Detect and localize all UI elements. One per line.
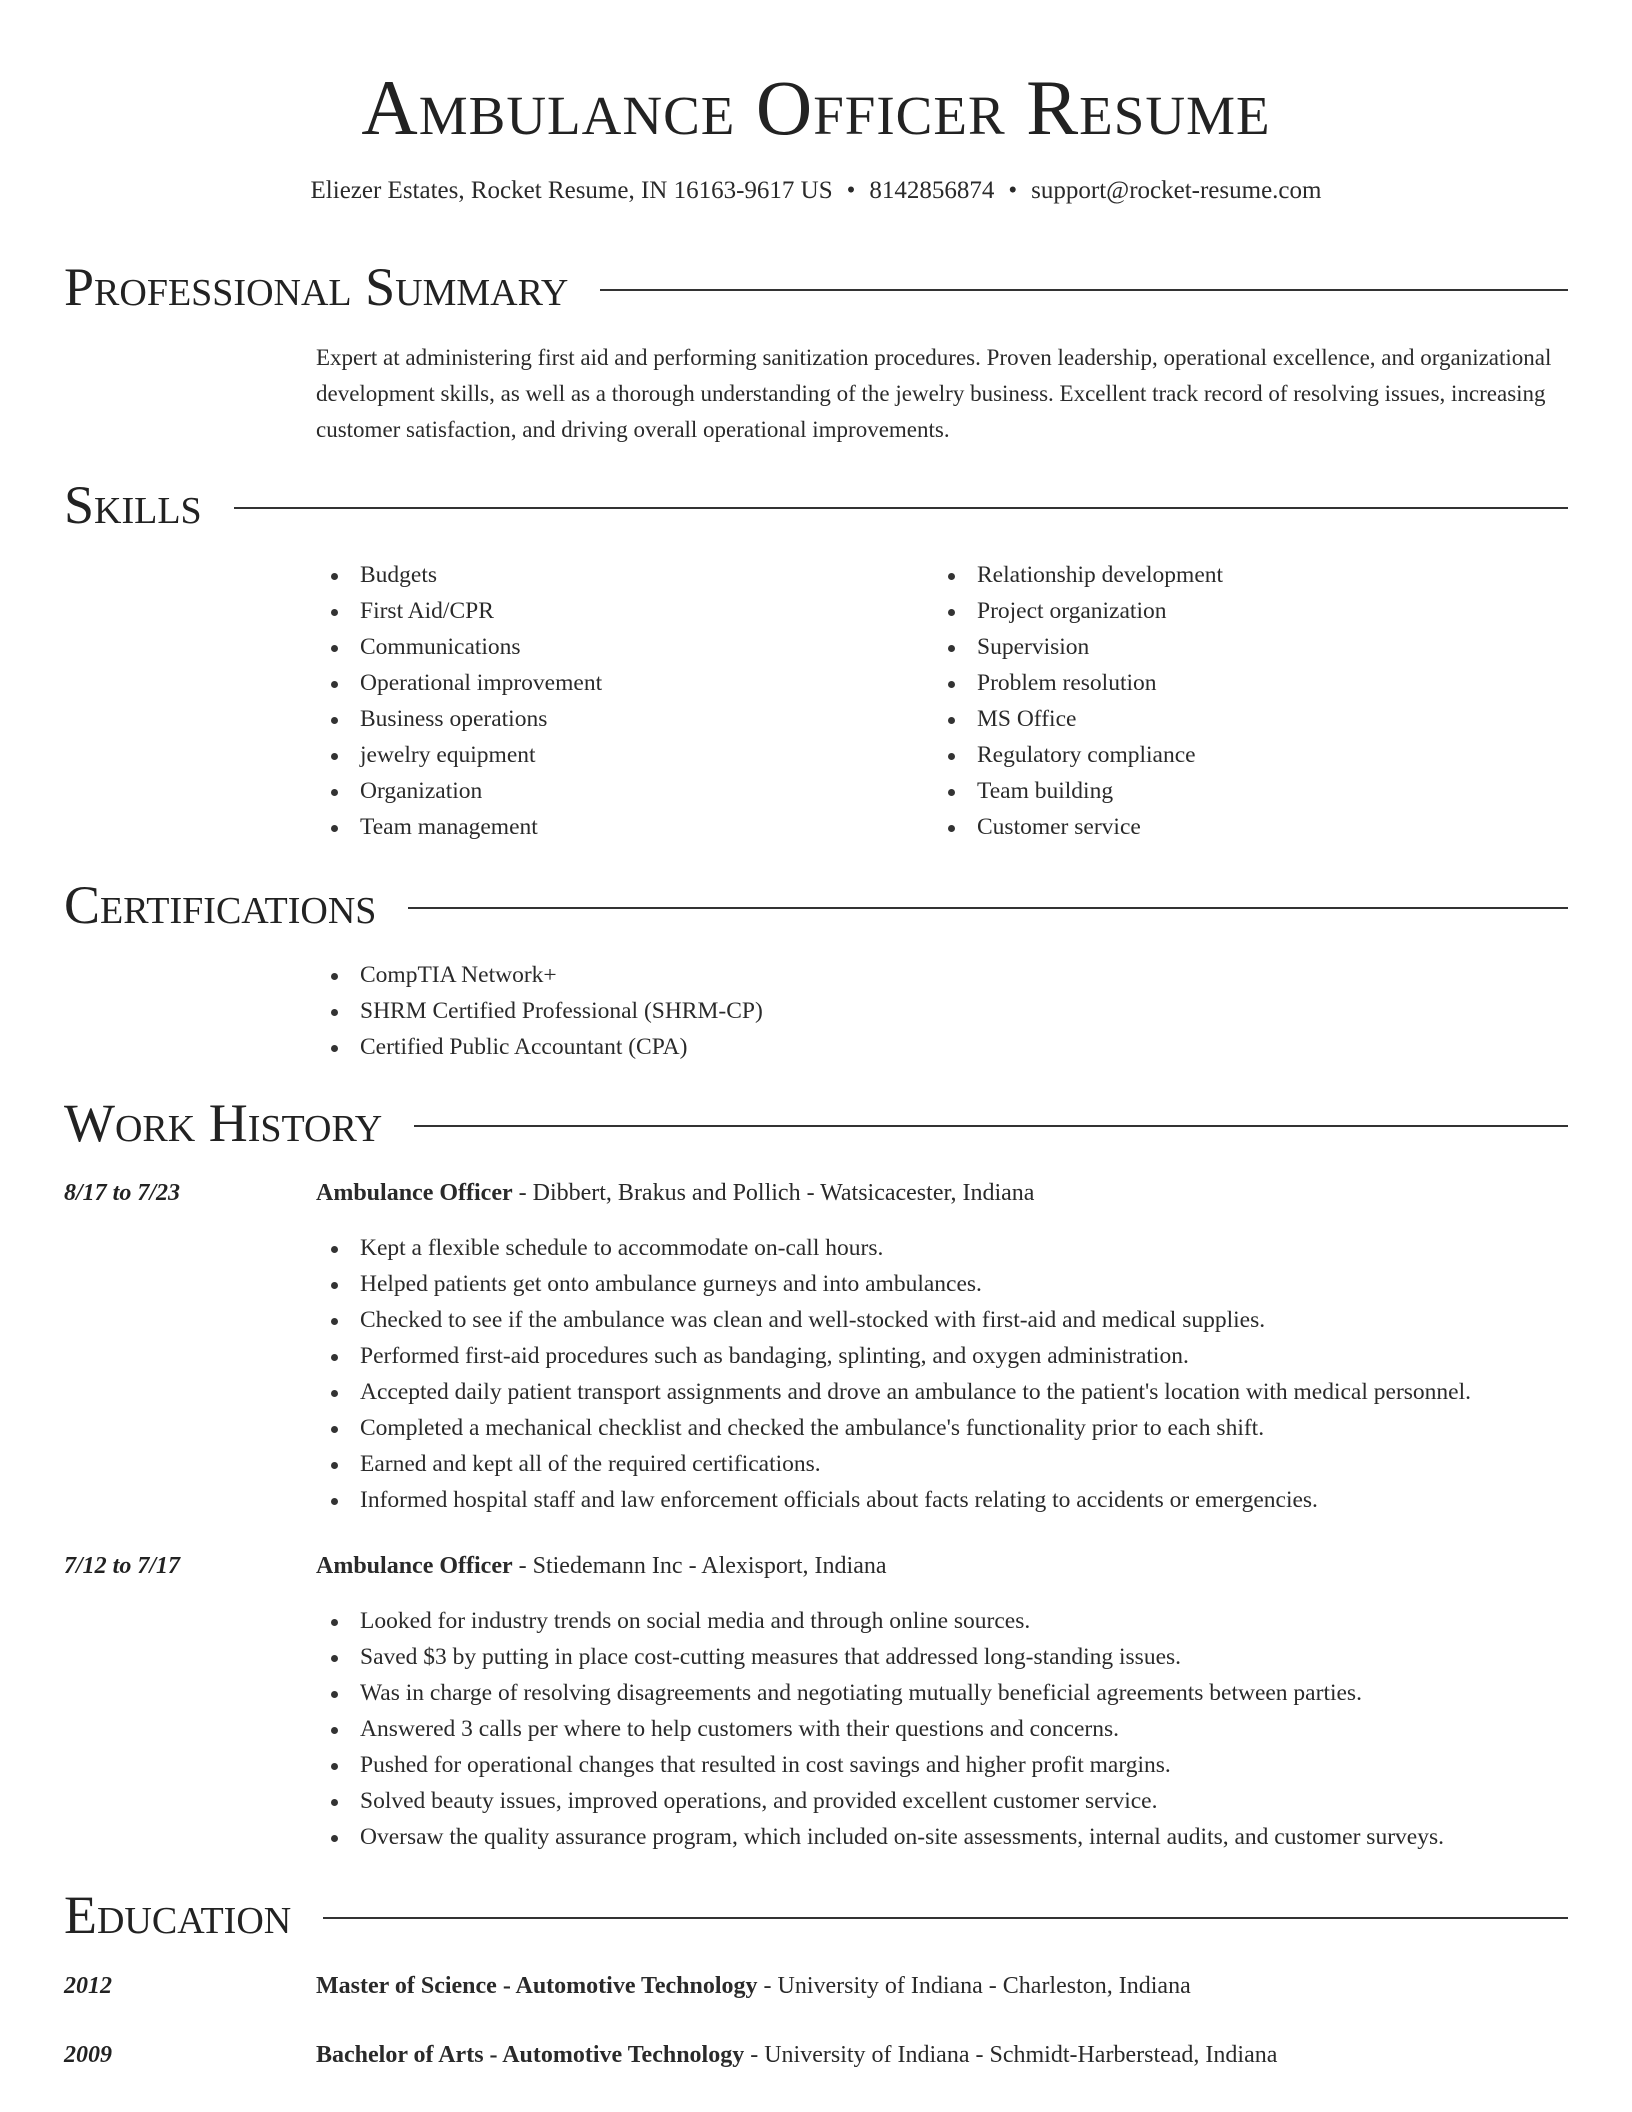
summary-section-header	[64, 252, 1568, 322]
work-history-section-header	[64, 1088, 1568, 1158]
job-bullet: Kept a flexible schedule to accommodate on-call hours.	[316, 1230, 1606, 1266]
education-section-header	[64, 1880, 1568, 1950]
skill-item: Team management	[316, 809, 916, 845]
skills-heading: Skills	[64, 475, 202, 535]
job-bullets	[316, 1603, 1606, 1855]
education-heading: Education	[64, 1885, 292, 1945]
job-bullet: Answered 3 calls per where to help customers with their questions and concerns.	[316, 1711, 1606, 1747]
job-heading	[316, 1175, 1566, 1211]
job-bullet: Helped patients get onto ambulance gurneys and into ambulances.	[316, 1266, 1606, 1302]
job-bullet: Accepted daily patient transport assignments and drove an ambulance to the patient's location with medical personnel.	[316, 1374, 1606, 1410]
contact-separator: •	[846, 177, 856, 204]
skill-item: Problem resolution	[933, 665, 1563, 701]
skills-section-header	[64, 470, 1568, 540]
job-bullet: Completed a mechanical checklist and checked the ambulance's functionality prior to each shift.	[316, 1410, 1606, 1446]
education-year: 2009	[64, 2042, 112, 2068]
certifications-section-header	[64, 870, 1568, 940]
job-employer: - Dibbert, Brakus and Pollich - Watsicacester, Indiana	[512, 1180, 1035, 1206]
skill-item: MS Office	[933, 701, 1563, 737]
section-divider	[323, 1917, 1568, 1919]
contact-email: support@rocket-resume.com	[1031, 177, 1322, 204]
job-dates: 8/17 to 7/23	[64, 1180, 181, 1206]
job-bullet: Was in charge of resolving disagreements and negotiating mutually beneficial agreements between parties.	[316, 1675, 1606, 1711]
school-details: - University of Indiana - Charleston, Indiana	[757, 1973, 1191, 1999]
education-entry	[316, 2037, 1566, 2073]
job-bullet: Checked to see if the ambulance was clean and well-stocked with first-aid and medical supplies.	[316, 1302, 1606, 1338]
contact-phone: 8142856874	[869, 177, 995, 204]
skill-item: Project organization	[933, 593, 1563, 629]
job-dates: 7/12 to 7/17	[64, 1553, 181, 1579]
job-bullet: Pushed for operational changes that resulted in cost savings and higher profit margins.	[316, 1747, 1606, 1783]
job-bullet: Solved beauty issues, improved operations, and provided excellent customer service.	[316, 1783, 1606, 1819]
skill-item: Team building	[933, 773, 1563, 809]
education-entry	[316, 1968, 1566, 2004]
job-bullet: Looked for industry trends on social media and through online sources.	[316, 1603, 1606, 1639]
certifications-heading: Certifications	[64, 875, 377, 935]
job-bullet: Performed first-aid procedures such as bandaging, splinting, and oxygen administration.	[316, 1338, 1606, 1374]
job-bullets	[316, 1230, 1606, 1518]
job-title: Ambulance Officer	[316, 1553, 513, 1579]
skill-item: Regulatory compliance	[933, 737, 1563, 773]
skill-item: First Aid/CPR	[316, 593, 916, 629]
certification-item: SHRM Certified Professional (SHRM-CP)	[316, 993, 1566, 1029]
resume-title: Ambulance Officer Resume	[361, 64, 1271, 151]
school-details: - University of Indiana - Schmidt-Harberstead, Indiana	[744, 2042, 1278, 2068]
section-divider	[234, 507, 1568, 509]
education-year: 2012	[64, 1973, 112, 1999]
contact-separator: •	[1008, 177, 1018, 204]
skill-item: Operational improvement	[316, 665, 916, 701]
skill-item: Business operations	[316, 701, 916, 737]
skill-item: Budgets	[316, 557, 916, 593]
degree-title: Master of Science - Automotive Technology	[316, 1973, 758, 1999]
contact-address: Eliezer Estates, Rocket Resume, IN 16163-9617 US	[310, 177, 833, 204]
certifications-list	[316, 957, 1566, 1065]
work-history-heading: Work History	[64, 1093, 383, 1153]
skill-item: jewelry equipment	[316, 737, 916, 773]
job-title: Ambulance Officer	[316, 1180, 513, 1206]
job-bullet: Saved $3 by putting in place cost-cutting measures that addressed long-standing issues.	[316, 1639, 1606, 1675]
section-divider	[414, 1125, 1568, 1127]
job-bullet: Earned and kept all of the required certifications.	[316, 1446, 1606, 1482]
skill-item: Customer service	[933, 809, 1563, 845]
summary-heading: Professional Summary	[64, 257, 569, 317]
section-divider	[600, 289, 1568, 291]
summary-text: Expert at administering first aid and performing sanitization procedures. Proven leadership, operational excellence, and organizational development skills, as well as a thorough understanding of the jewelry business. Excellent track record of resolving issues, increasing customer satisfaction, and driving overall operational improvements.	[316, 345, 1552, 442]
section-divider	[408, 907, 1568, 909]
certification-item: CompTIA Network+	[316, 957, 1566, 993]
job-bullet: Oversaw the quality assurance program, which included on-site assessments, internal audits, and customer surveys.	[316, 1819, 1606, 1855]
job-bullet: Informed hospital staff and law enforcement officials about facts relating to accidents or emergencies.	[316, 1482, 1606, 1518]
skills-list-right	[933, 557, 1563, 845]
skills-list-left	[316, 557, 916, 845]
job-heading	[316, 1548, 1566, 1584]
contact-line	[0, 173, 1632, 209]
degree-title: Bachelor of Arts - Automotive Technology	[316, 2042, 745, 2068]
skill-item: Organization	[316, 773, 916, 809]
job-employer: - Stiedemann Inc - Alexisport, Indiana	[512, 1553, 887, 1579]
skill-item: Supervision	[933, 629, 1563, 665]
certification-item: Certified Public Accountant (CPA)	[316, 1029, 1566, 1065]
skill-item: Relationship development	[933, 557, 1563, 593]
skill-item: Communications	[316, 629, 916, 665]
